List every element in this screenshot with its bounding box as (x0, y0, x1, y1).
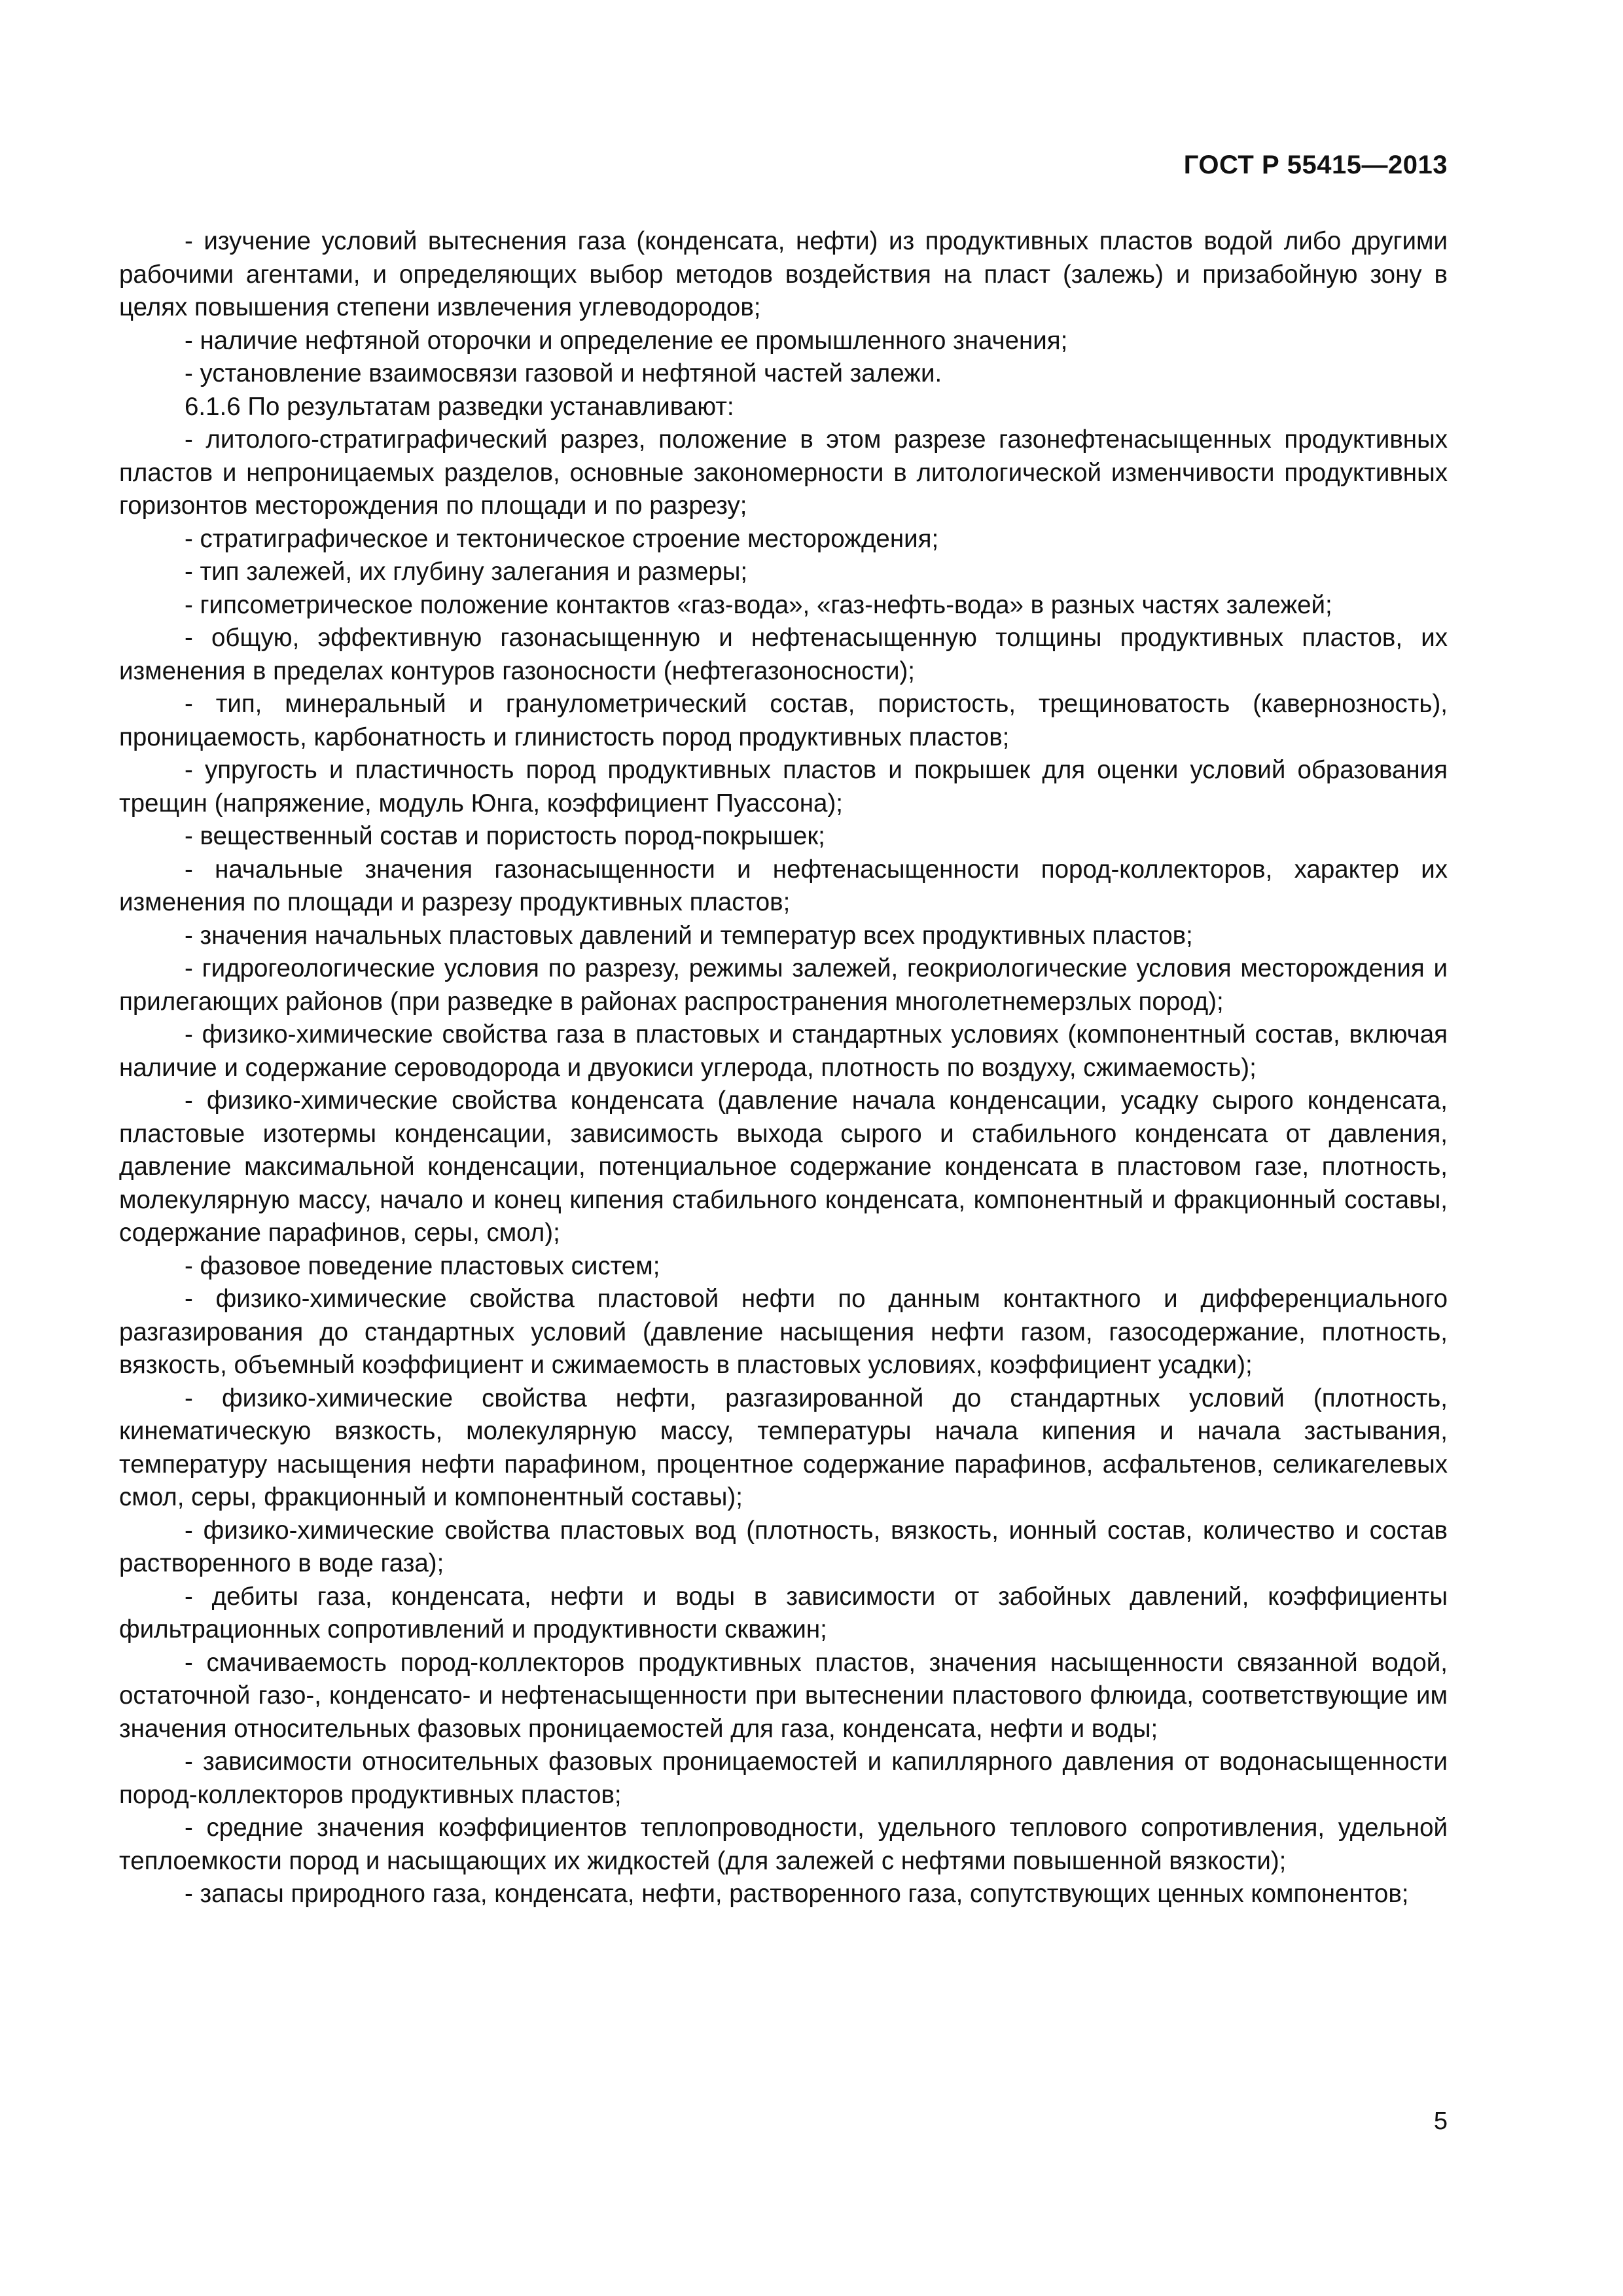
document-body (119, 225, 1448, 1911)
paragraph: - фазовое поведение пластовых систем; (185, 1251, 660, 1280)
paragraph: - запасы природного газа, конденсата, нефти, растворенного газа, сопутствующих ценных компонентов; (185, 1880, 1409, 1908)
paragraph: - начальные значения газонасыщенности и нефтенасыщенности пород-коллекторов, характер их изменения по площади и разрезу продуктивных пластов; (119, 855, 1448, 916)
paragraph: - упругость и пластичность пород продуктивных пластов и покрышек для оценки условий образования трещин (напряжение, модуль Юнга, коэффициент Пуассона); (119, 756, 1448, 817)
paragraph: - дебиты газа, конденсата, нефти и воды в зависимости от забойных давлений, коэффициенты фильтрационных сопротивлений и продуктивности скважин; (119, 1582, 1448, 1643)
paragraph: - смачиваемость пород-коллекторов продуктивных пластов, значения насыщенности связанной водой, остаточной газо-, конденсато- и нефтенасыщенности при вытеснении пластового флюида, соответствующие им значения относительных фазовых проницаемостей для газа, конденсата, нефти и воды; (119, 1648, 1448, 1743)
paragraph: - гипсометрическое положение контактов «газ-вода», «газ-нефть-вода» в разных частях залежей; (185, 590, 1332, 619)
paragraph: - тип, минеральный и гранулометрический состав, пористость, трещиноватость (кавернозность), проницаемость, карбонатность и глинистость пород продуктивных пластов; (119, 690, 1448, 751)
paragraph: - физико-химические свойства нефти, разгазированной до стандартных условий (плотность, кинематическую вязкость, молекулярную массу, температуры начала кипения и начала застывания, температуру насыщения нефти парафином, процентное содержание парафинов, асфальтенов, селикагелевых смол, серы, фракционный и компонентный составы); (119, 1384, 1448, 1511)
section-clause: 6.1.6 По результатам разведки устанавливают: (185, 392, 734, 421)
paragraph: - физико-химические свойства газа в пластовых и стандартных условиях (компонентный состав, включая наличие и содержание сероводорода и двуокиси углерода, плотность по воздуху, сжимаемость); (119, 1020, 1448, 1082)
paragraph: - тип залежей, их глубину залегания и размеры; (185, 558, 748, 586)
paragraph: - физико-химические свойства конденсата (давление начала конденсации, усадку сырого конденсата, пластовые изотермы конденсации, зависимость выхода сырого и стабильного конденсата от давления, давление максимальной конденсации, потенциальное содержание конденсата в пластовом газе, плотность, молекулярную массу, начало и конец кипения стабильного конденсата, компонентный и фракционный составы, содержание парафинов, серы, смол); (119, 1086, 1448, 1247)
paragraph: - стратиграфическое и тектоническое строение месторождения; (185, 524, 939, 553)
paragraph: - средние значения коэффициентов теплопроводности, удельного теплового сопротивления, удельной теплоемкости пород и насыщающих их жидкостей (для залежей с нефтями повышенной вязкости); (119, 1814, 1448, 1875)
page-number: 5 (1433, 2108, 1448, 2135)
paragraph: - зависимости относительных фазовых проницаемостей и капиллярного давления от водонасыщенности пород-коллекторов продуктивных пластов; (119, 1748, 1448, 1809)
paragraph: - изучение условий вытеснения газа (конденсата, нефти) из продуктивных пластов водой либо другими рабочими агентами, и определяющих выбор методов воздействия на пласт (залежь) и призабойную зону в целях повышения степени извлечения углеводородов; (119, 227, 1448, 321)
document-standard-number: ГОСТ Р 55415—2013 (1183, 151, 1448, 179)
paragraph: - физико-химические свойства пластовых вод (плотность, вязкость, ионный состав, количество и состав растворенного в воде газа); (119, 1516, 1448, 1577)
paragraph: - наличие нефтяной оторочки и определение ее промышленного значения; (185, 326, 1068, 355)
paragraph: - значения начальных пластовых давлений и температур всех продуктивных пластов; (185, 921, 1193, 950)
paragraph: - установление взаимосвязи газовой и нефтяной частей залежи. (185, 359, 942, 387)
paragraph: - вещественный состав и пористость пород-покрышек; (185, 822, 825, 850)
paragraph: - гидрогеологические условия по разрезу, режимы залежей, геокриологические условия месторождения и прилегающих районов (при разведке в районах распространения многолетнемерзлых пород); (119, 954, 1448, 1016)
paragraph: - физико-химические свойства пластовой нефти по данным контактного и дифференциального разгазирования до стандартных условий (давление насыщения нефти газом, газосодержание, плотность, вязкость, объемный коэффициент и сжимаемость в пластовых условиях, коэффициент усадки); (119, 1285, 1448, 1379)
paragraph: - общую, эффективную газонасыщенную и нефтенасыщенную толщины продуктивных пластов, их изменения в пределах контуров газоносности (нефтегазоносности); (119, 624, 1448, 685)
paragraph: - литолого-стратиграфический разрез, положение в этом разрезе газонефтенасыщенных продуктивных пластов и непроницаемых разделов, основные закономерности в литологической изменчивости продуктивных горизонтов месторождения по площади и по разрезу; (119, 425, 1448, 520)
